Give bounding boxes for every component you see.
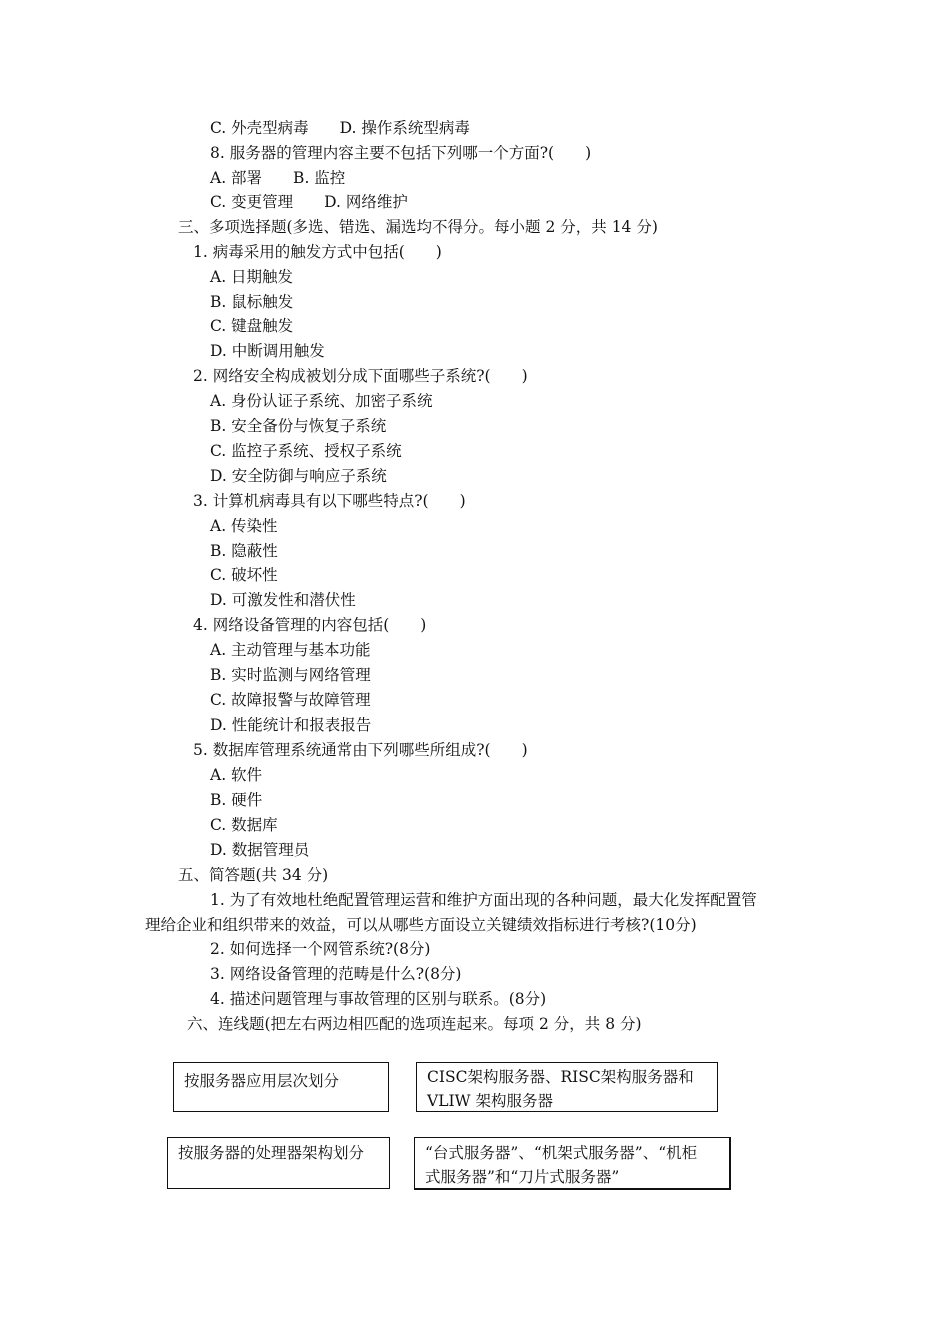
section-short-answer-heading: 五、简答题(共 34 分) — [178, 866, 329, 884]
mc-q1-option-c: C. 键盘触发 — [210, 317, 294, 335]
section-matching-heading: 六、连线题(把左右两边相匹配的选项连起来。每项 2 分，共 8 分) — [187, 1015, 642, 1033]
matching-right-box-1 — [416, 1062, 718, 1112]
mc-q5-option-d: D. 数据管理员 — [210, 841, 310, 859]
sa-q3: 3. 网络设备管理的范畴是什么?(8分) — [210, 965, 462, 983]
matching-right-text-2b: 式服务器”和“刀片式服务器” — [425, 1168, 620, 1186]
mc-q3-option-c: C. 破坏性 — [210, 566, 278, 584]
mc-q2-option-a: A. 身份认证子系统、加密子系统 — [210, 392, 433, 410]
mc-q3: 3. 计算机病毒具有以下哪些特点?( ) — [193, 492, 466, 510]
mc-q1-option-d: D. 中断调用触发 — [210, 342, 325, 360]
matching-left-text-2: 按服务器的处理器架构划分 — [178, 1144, 365, 1162]
sa-q1-line1: 1. 为了有效地杜绝配置管理运营和维护方面出现的各种问题，最大化发挥配置管 — [210, 891, 757, 909]
section-multiple-choice-heading: 三、多项选择题(多选、错选、漏选均不得分。每小题 2 分，共 14 分) — [178, 218, 658, 236]
mc-q5-option-c: C. 数据库 — [210, 816, 278, 834]
mc-q4-option-b: B. 实时监测与网络管理 — [210, 666, 371, 684]
mc-q4-option-c: C. 故障报警与故障管理 — [210, 691, 371, 709]
sa-q4: 4. 描述问题管理与事故管理的区别与联系。(8分) — [210, 990, 547, 1008]
q8-options-cd: C. 变更管理 D. 网络维护 — [210, 193, 408, 211]
mc-q1-option-a: A. 日期触发 — [210, 268, 294, 286]
q8-question: 8. 服务器的管理内容主要不包括下列哪一个方面?( ) — [210, 144, 592, 162]
mc-q1: 1. 病毒采用的触发方式中包括( ) — [193, 243, 442, 261]
mc-q2-option-b: B. 安全备份与恢复子系统 — [210, 417, 387, 435]
matching-right-text-2a: “台式服务器”、“机架式服务器”、“机柜 — [425, 1144, 698, 1162]
mc-q1-option-b: B. 鼠标触发 — [210, 293, 294, 311]
mc-q5: 5. 数据库管理系统通常由下列哪些所组成?( ) — [193, 741, 528, 759]
sa-q1-line2: 理给企业和组织带来的效益，可以从哪些方面设立关键绩效指标进行考核?(10分) — [145, 916, 697, 934]
mc-q4: 4. 网络设备管理的内容包括( ) — [193, 616, 427, 634]
matching-left-box-1 — [173, 1062, 389, 1112]
mc-q2-option-d: D. 安全防御与响应子系统 — [210, 467, 387, 485]
mc-q4-option-a: A. 主动管理与基本功能 — [210, 641, 371, 659]
mc-q2: 2. 网络安全构成被划分成下面哪些子系统?( ) — [193, 367, 528, 385]
mc-q5-option-b: B. 硬件 — [210, 791, 263, 809]
matching-left-box-2 — [167, 1137, 390, 1189]
mc-q4-option-d: D. 性能统计和报表报告 — [210, 716, 372, 734]
mc-q5-option-a: A. 软件 — [210, 766, 263, 784]
matching-right-text-1b: VLIW 架构服务器 — [427, 1092, 553, 1110]
mc-q3-option-d: D. 可激发性和潜伏性 — [210, 591, 356, 609]
q7-options-cd: C. 外壳型病毒 D. 操作系统型病毒 — [210, 119, 470, 137]
q8-options-ab: A. 部署 B. 监控 — [210, 169, 346, 187]
mc-q2-option-c: C. 监控子系统、授权子系统 — [210, 442, 402, 460]
matching-left-text-1: 按服务器应用层次划分 — [184, 1072, 340, 1090]
mc-q3-option-a: A. 传染性 — [210, 517, 278, 535]
matching-right-text-1a: CISC架构服务器、RISC架构服务器和 — [427, 1068, 694, 1086]
matching-right-box-2 — [414, 1137, 731, 1190]
mc-q3-option-b: B. 隐蔽性 — [210, 542, 278, 560]
sa-q2: 2. 如何选择一个网管系统?(8分) — [210, 940, 431, 958]
